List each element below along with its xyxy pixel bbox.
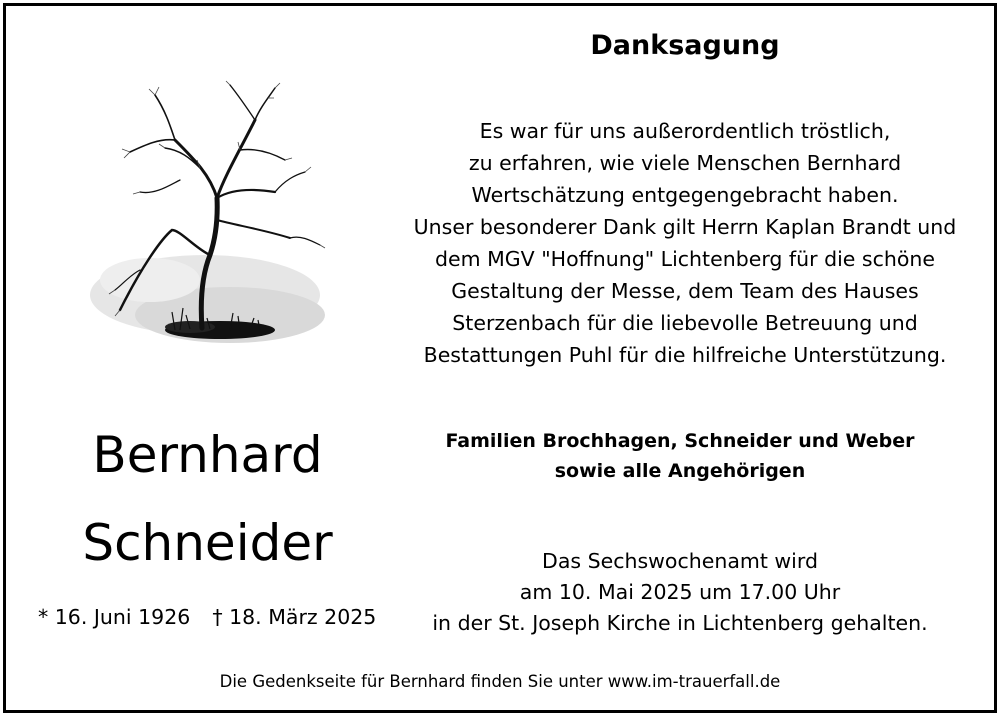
deceased-first-name: Bernhard [92,426,323,484]
families-line: Familien Brochhagen, Schneider und Weber [445,430,915,452]
thanks-line: Wertschätzung entgegengebracht haben. [471,183,899,207]
bare-tree-icon [80,80,330,365]
life-dates [38,605,376,629]
thanks-line: Es war für uns außerordentlich tröstlich, [479,119,891,143]
thanks-line: Gestaltung der Messe, dem Team des Hauses [451,279,919,303]
notice-title: Danksagung [590,30,780,61]
mass-line: am 10. Mai 2025 um 17.00 Uhr [519,580,841,604]
families-line: sowie alle Angehörigen [554,460,806,482]
birth-date: * 16. Juni 1926 [38,605,191,629]
memorial-page-note: Die Gedenkseite für Bernhard finden Sie unter www.im-trauerfall.de [219,672,781,691]
thanks-line: Sterzenbach für die liebevolle Betreuung und [452,311,918,335]
families-signature [410,426,950,486]
thanks-line: dem MGV "Hoffnung" Lichtenberg für die schöne [435,247,935,271]
deceased-last-name: Schneider [82,514,333,572]
thanks-line: Unser besonderer Dank gilt Herrn Kaplan Brandt und [413,215,957,239]
mass-line: in der St. Joseph Kirche in Lichtenberg gehalten. [432,611,928,635]
thanks-line: zu erfahren, wie viele Menschen Bernhard [468,151,902,175]
mass-line: Das Sechswochenamt wird [542,549,818,573]
mass-announcement [410,546,950,639]
thanks-line: Bestattungen Puhl für die hilfreiche Unterstützung. [423,343,947,367]
thanks-text [410,115,960,371]
death-date: † 18. März 2025 [212,605,377,629]
